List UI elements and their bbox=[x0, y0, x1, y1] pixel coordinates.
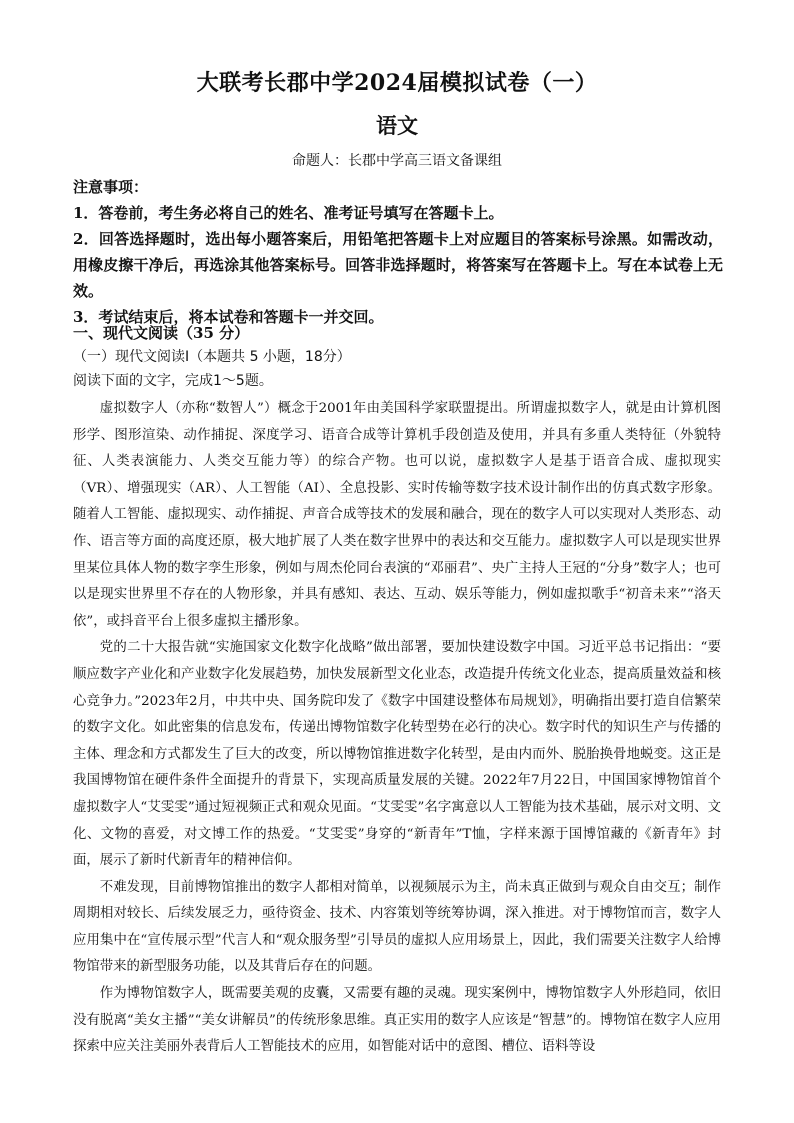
passage-paragraph-1: 虚拟数字人（亦称“数智人”）概念于2001年由美国科学家联盟提出。所谓虚拟数字人，就是由计算机图形学、图形渲染、动作捕捉、深度学习、语音合成等计算机手段创造及使用，并具有多重人类特征（外貌特征、人类表演能力、人类交互能力等）的综合产物。也可以说，虚拟数字人是基于语音合成、虚拟现实（VR）、增强现实（AR）、人工智能（AI）、全息投影、实时传输等数字技术设计制作出的仿真式数字形象。随着人工智能、虚拟现实、动作捕捉、声音合成等技术的发展和融合，现在的数字人可以实现对人类形态、动作、语言等方面的高度还原，极大地扩展了人类在数字世界中的表达和交互能力。虚拟数字人可以是现实世界里某位具体人物的数字孪生形象，例如与周杰伦同台表演的“邓丽君”、央广主持人王冠的“分身”数字人；也可以是现实世界里不存在的人物形象，并具有感知、表达、互动、娱乐等能力，例如虚拟歌手“初音未来”“洛天依”，或抖音平台上很多虚拟主播形象。 bbox=[73, 401, 721, 629]
passage-paragraph-3: 不难发现，目前博物馆推出的数字人都相对简单，以视频展示为主，尚未真正做到与观众自由交互；制作周期相对较长、后续发展乏力，亟待资金、技术、内容策划等统筹协调，深入推进。对于博物馆而言，数字人应用集中在“宣传展示型”代言人和“观众服务型”引导员的虚拟人应用场景上，因此，我们需要关注数字人给博物馆带来的新型服务功能，以及其背后存在的问题。 bbox=[73, 879, 721, 975]
notice-item-2: 2．回答选择题时，选出每小题答案后，用铅笔把答题卡上对应题目的答案标号涂黑。如需改动，用橡皮擦干净后，再选涂其他答案标号。回答非选择题时，将答案写在答题卡上。写在本试卷上无效。 bbox=[73, 230, 723, 300]
reading-passage bbox=[73, 396, 721, 1061]
notice-item-1: 1．答卷前，考生务必将自己的姓名、准考证号填写在答题卡上。 bbox=[73, 204, 504, 222]
author-line: 命题人：长郡中学高三语文备课组 bbox=[292, 153, 502, 169]
notice-item-3: 3．考试结束后，将本试卷和答题卡一并交回。 bbox=[73, 308, 384, 326]
passage-paragraph-4: 作为博物馆数字人，既需要美观的皮囊，又需要有趣的灵魂。现实案例中，博物馆数字人外形趋同，依旧没有脱离“美女主播”“美女讲解员”的传统形象思维。真正实用的数字人应该是“智慧”的。博物馆在数字人应用探索中应关注美丽外表背后人工智能技术的应用，如智能对话中的意图、槽位、语料等设 bbox=[73, 986, 721, 1055]
exam-title: 大联考长郡中学2024届模拟试卷（一） bbox=[196, 70, 598, 96]
passage-paragraph-2: 党的二十大报告就“实施国家文化数字化战略”做出部署，要加快建设数字中国。习近平总书记指出：“要顺应数字产业化和产业数字化发展趋势，加快发展新型文化业态，改造提升传统文化业态，提高质量效益和核心竞争力。”2023年2月，中共中央、国务院印发了《数字中国建设整体布局规划》，明确指出要打造自信繁荣的数字文化。如此密集的信息发布，传递出博物馆数字化转型势在必行的决心。数字时代的知识生产与传播的主体、理念和方式都发生了巨大的改变，所以博物馆推进数字化转型，是由内而外、脱胎换骨地蜕变。这正是我国博物馆在硬件条件全面提升的背景下，实现高质量发展的关键。2022年7月22日，中国国家博物馆首个虚拟数字人“艾雯雯”通过短视频正式和观众见面。“艾雯雯”名字寓意以人工智能为技术基础，展示对文明、文化、文物的喜爱，对文博工作的热爱。“艾雯雯”身穿的“新青年”T恤，字样来源于国博馆藏的《新青年》封面，展示了新时代新青年的精神信仰。 bbox=[73, 640, 721, 869]
notice-block bbox=[73, 174, 723, 330]
reading-instruction: 阅读下面的文字，完成1～5题。 bbox=[73, 373, 273, 389]
subsection-heading: （一）现代文阅读Ⅰ（本题共 5 小题，18分） bbox=[73, 349, 351, 365]
subject-title: 语文 bbox=[376, 113, 418, 138]
section-heading: 一、现代文阅读（35 分） bbox=[73, 324, 250, 342]
notice-heading: 注意事项： bbox=[73, 178, 149, 196]
